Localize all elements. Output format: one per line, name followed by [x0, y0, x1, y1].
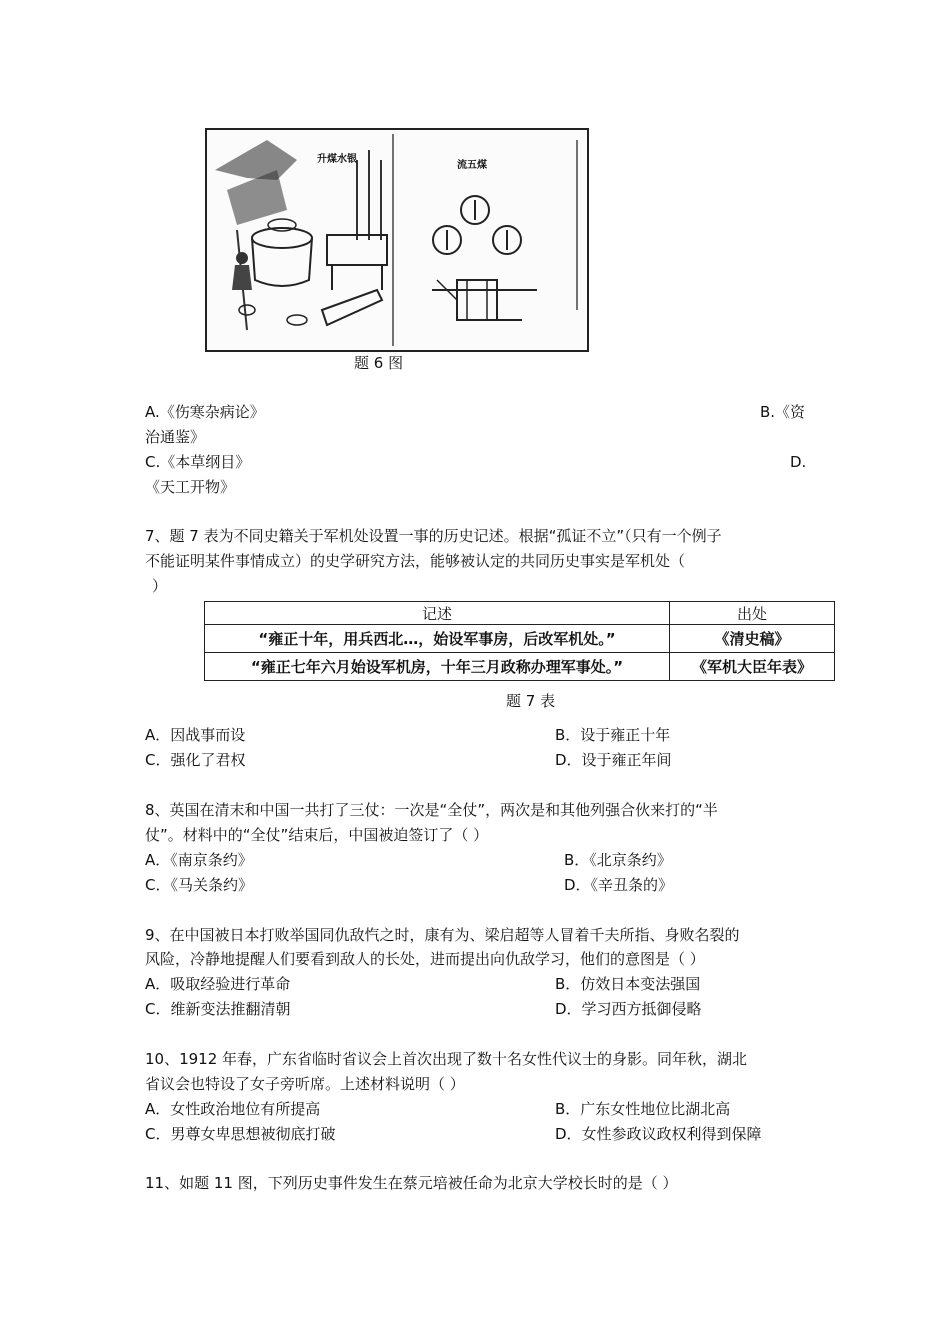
q9-stem-line-1: 9、在中国被日本打败举国同仇敌忾之时，康有为、梁启超等人冒着千夫所指、身败名裂的: [145, 926, 740, 944]
table-cell: “雍正七年六月始设军机房，十年三月政称办理军事处。”: [205, 653, 670, 681]
q8-option-b: B．《北京条约》: [564, 851, 672, 869]
q9-stem-line-2: 风险，冷静地提醒人们要看到敌人的长处，进而提出向仇敌学习，他们的意图是（ ）: [145, 950, 705, 968]
q6-option-d-cont: 《天工开物》: [145, 478, 236, 496]
woodcut-illustration: [207, 130, 587, 350]
q11-stem-line-1: 11、如题 11 图，下列历史事件发生在蔡元培被任命为北京大学校长时的是（ ）: [145, 1174, 678, 1192]
q6-option-d: D.: [790, 453, 807, 471]
q7-option-d: D．设于雍正年间: [555, 751, 672, 769]
q9-option-d: D．学习西方抵御侵略: [555, 1000, 702, 1018]
figure-6-caption: 题 6 图: [354, 354, 404, 372]
q9-option-b: B．仿效日本变法强国: [555, 975, 701, 993]
q10-stem-line-2: 省议会也特设了女子旁听席。上述材料说明（ ）: [145, 1075, 465, 1093]
figure-right-label: 流五煤: [457, 160, 487, 171]
q8-option-c: C．《马关条约》: [145, 876, 253, 894]
q9-option-c: C．维新变法推翻清朝: [145, 1000, 291, 1018]
table-header-row: [205, 602, 835, 625]
q8-stem-line-2: 仗”。材料中的“全仗”结束后，中国被迫签订了（ ）: [145, 826, 489, 844]
q10-option-c: C．男尊女卑思想被彻底打破: [145, 1125, 336, 1143]
table-row: [205, 625, 835, 653]
figure-left-label: 升煤水银: [317, 154, 357, 165]
table-7-caption: 题 7 表: [506, 692, 556, 710]
table-header-cell: 出处: [670, 602, 835, 625]
q10-stem-line-1: 10、1912 年春，广东省临时省议会上首次出现了数十名女性代议士的身影。同年秋，湖北: [145, 1050, 748, 1068]
q7-stem-line-3: ）: [152, 577, 168, 595]
q7-option-b: B．设于雍正十年: [555, 726, 671, 744]
q8-stem-line-1: 8、英国在清末和中国一共打了三仗：一次是“全仗”，两次是和其他列强合伙来打的“半: [145, 801, 718, 819]
q7-stem-line-2: 不能证明某件事情成立）的史学研究方法，能够被认定的共同历史事实是军机处（: [145, 552, 686, 570]
q9-option-a: A．吸取经验进行革命: [145, 975, 291, 993]
q7-stem-line-1: 7、题 7 表为不同史籍关于军机处设置一事的历史记述。根据“孤证不立”（只有一个例子: [145, 527, 722, 545]
table-cell: 《清史稿》: [670, 625, 835, 653]
q6-option-b-cont: 治通鉴》: [145, 428, 206, 446]
question-6-figure: [205, 128, 589, 352]
table-header-cell: 记述: [205, 602, 670, 625]
table-cell: “雍正十年，用兵西北…，始设军事房，后改军机处。”: [205, 625, 670, 653]
table-cell: 《军机大臣年表》: [670, 653, 835, 681]
q6-option-a: A.《伤寒杂病论》: [145, 403, 265, 421]
q10-option-b: B．广东女性地位比湖北高: [555, 1100, 731, 1118]
q8-option-d: D．《辛丑条的》: [564, 876, 674, 894]
q10-option-d: D．女性参政议政权利得到保障: [555, 1125, 762, 1143]
q8-option-a: A．《南京条约》: [145, 851, 253, 869]
q6-option-c: C.《本草纲目》: [145, 453, 251, 471]
q7-option-a: A．因战事而设: [145, 726, 246, 744]
q10-option-a: A．女性政治地位有所提高: [145, 1100, 321, 1118]
table-row: [205, 653, 835, 681]
q7-table: [204, 601, 835, 681]
q6-option-b: B.《资: [760, 403, 806, 421]
q7-option-c: C．强化了君权: [145, 751, 246, 769]
